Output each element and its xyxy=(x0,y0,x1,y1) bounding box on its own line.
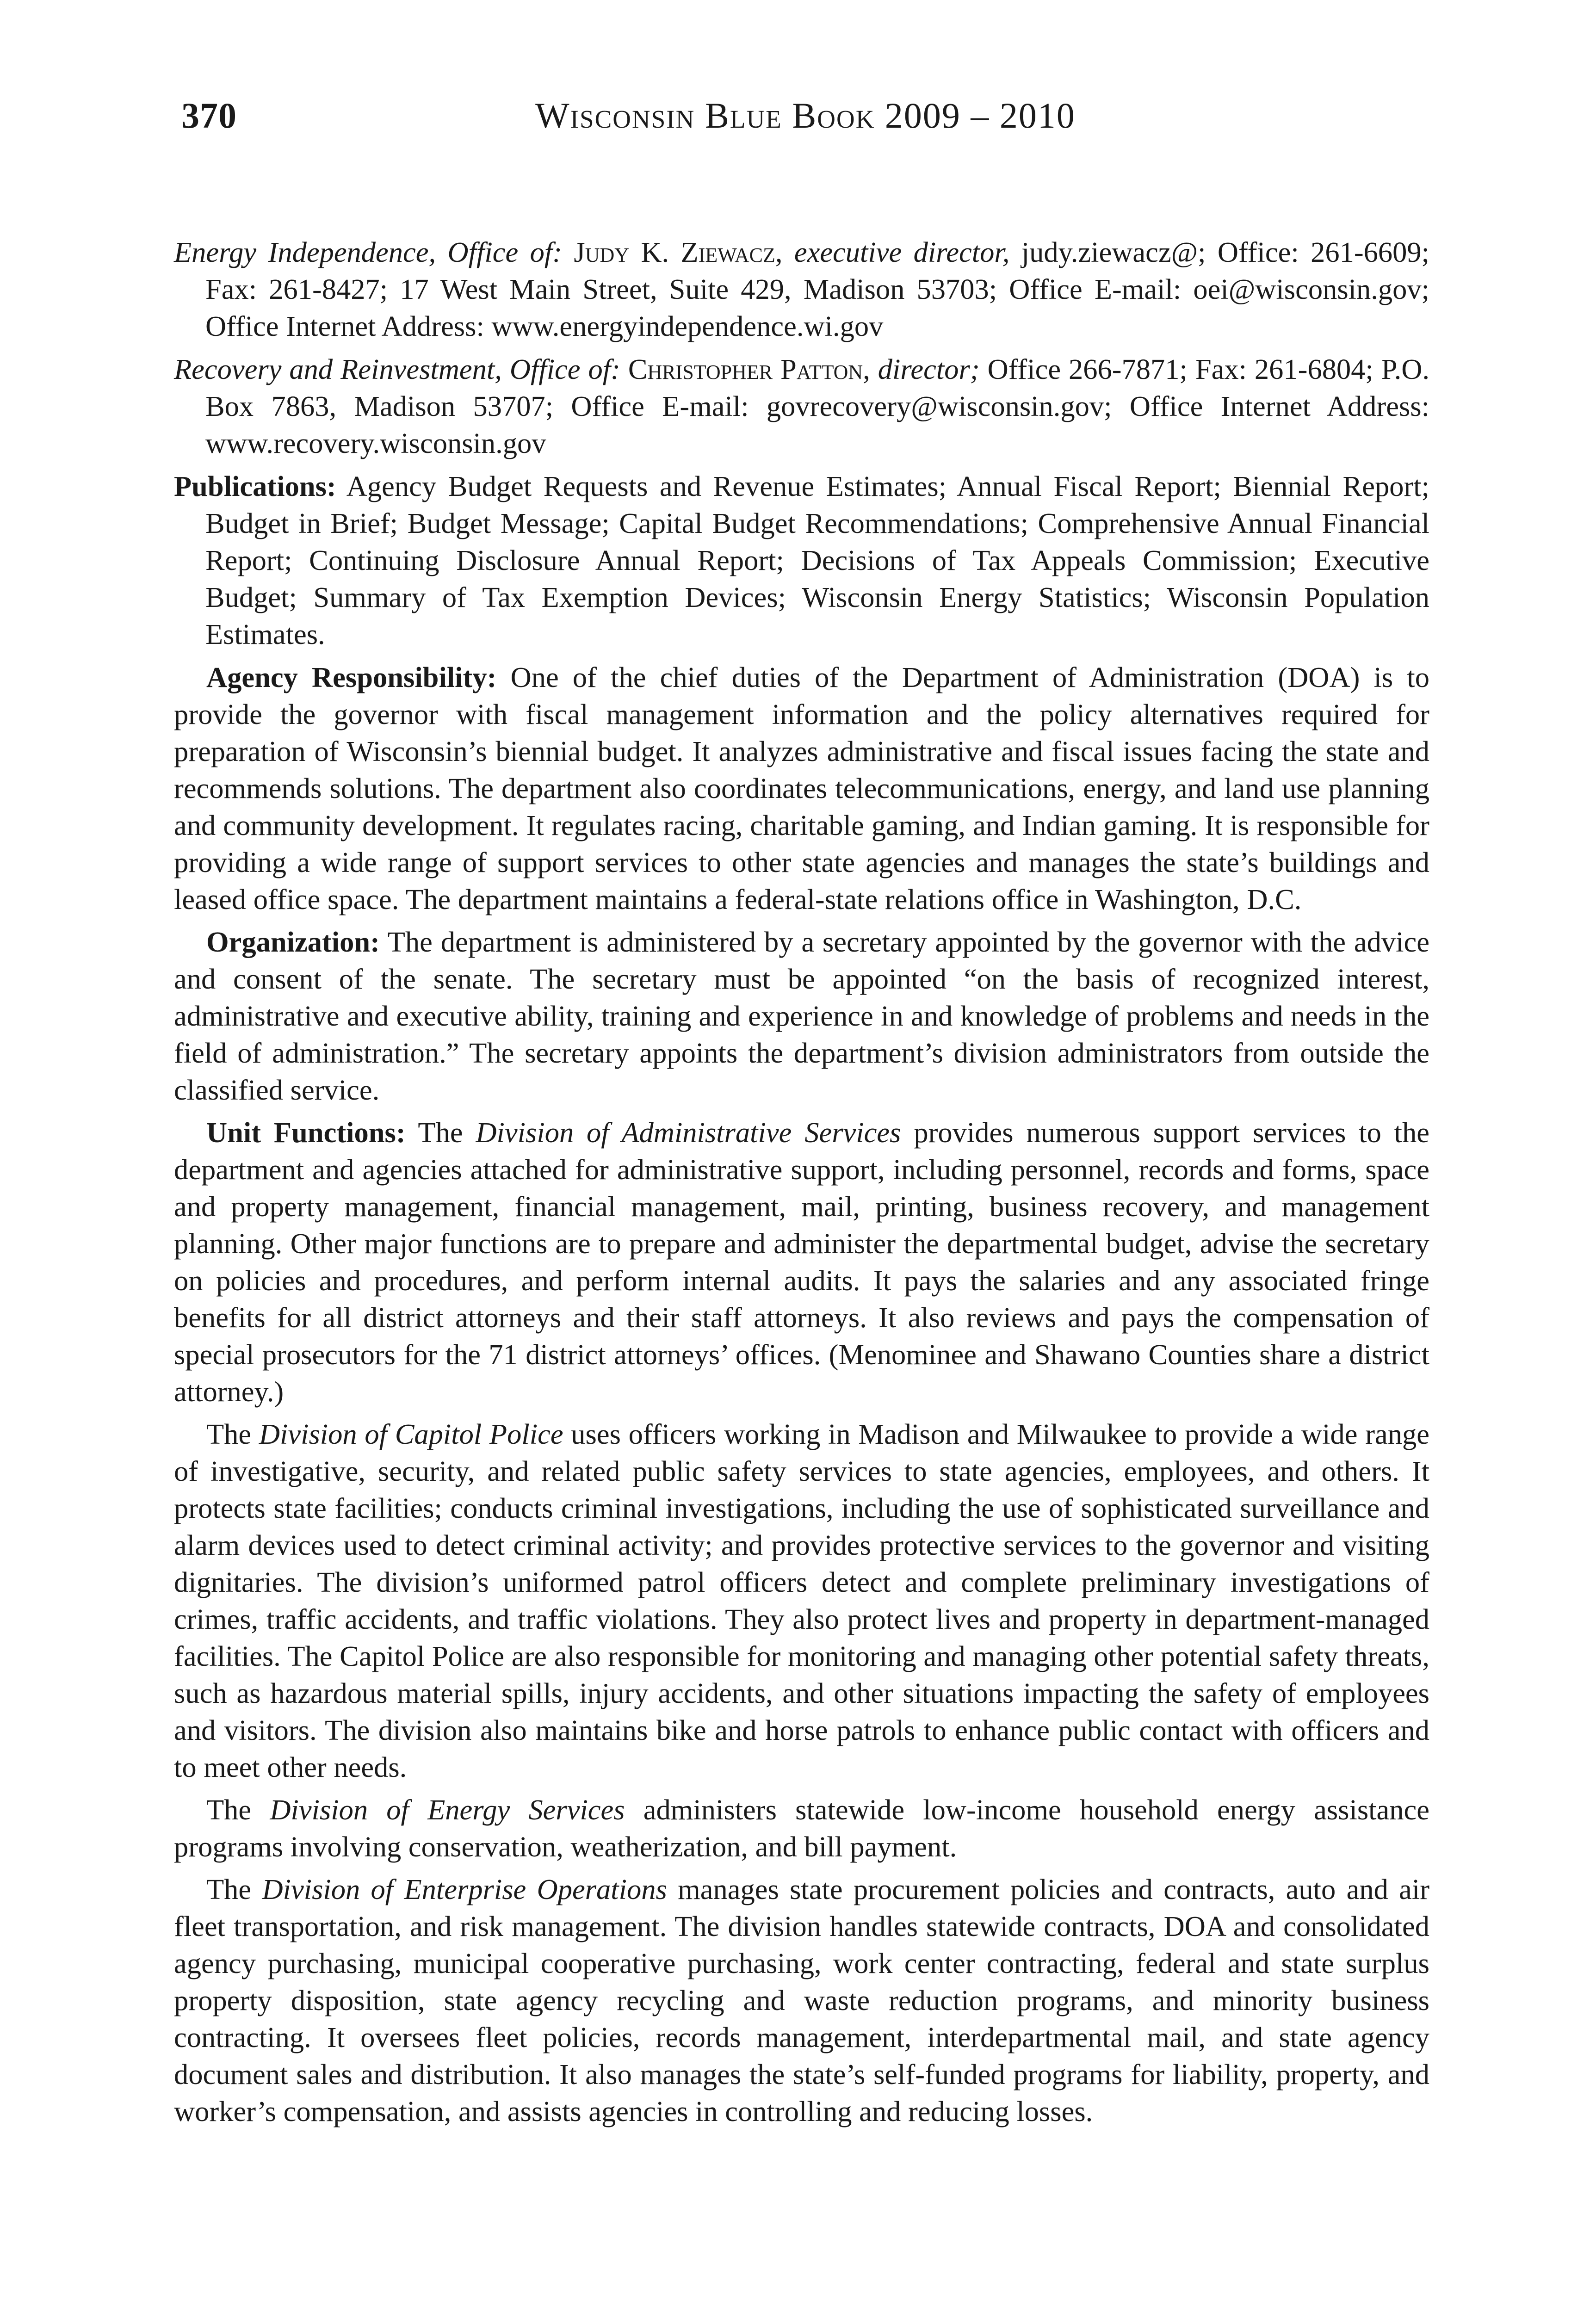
division-intro: The xyxy=(206,1794,252,1826)
agency-responsibility-paragraph xyxy=(174,659,1429,918)
office-entry-recovery-reinvestment xyxy=(174,351,1429,462)
division-name: Division of Energy Services xyxy=(270,1794,625,1826)
office-name: Recovery and Reinvestment, Office of: xyxy=(174,353,620,385)
organization-text: The department is administered by a secretary appointed by the governor with the advice and consent of the senate. The secretary must be appointed “on the basis of recognized interest, administrative and executive ability, training and experience in and knowledge of problems and needs in the field of administration.” The secretary appoints the department’s division administrators from outside the classified service. xyxy=(174,926,1429,1106)
office-person: Judy K. Ziewacz, xyxy=(574,236,783,268)
page-number: 370 xyxy=(181,95,237,136)
page-body xyxy=(174,234,1429,2135)
division-intro: The xyxy=(206,1418,252,1450)
division-capitol-police-paragraph xyxy=(174,1416,1429,1786)
running-head: Wisconsin Blue Book 2009 – 2010 xyxy=(535,95,1076,136)
organization-paragraph xyxy=(174,923,1429,1108)
unit-functions-paragraph xyxy=(174,1114,1429,1410)
unit-functions-label: Unit Functions: xyxy=(206,1116,406,1149)
office-name: Energy Independence, Office of: xyxy=(174,236,563,268)
publications-text: Agency Budget Requests and Revenue Estimates; Annual Fiscal Report; Biennial Report; Budget in Brief; Budget Message; Capital Budget Recommendations; Comprehensive Annual Financial Report; Continuing Disclosure Annual Report; Decisions of Tax Appeals Commission; Executive Budget; Summary of Tax Exemption Devices; Wisconsin Energy Statistics; Wisconsin Population Estimates. xyxy=(205,470,1429,650)
office-role: director; xyxy=(878,353,980,385)
publications-label: Publications: xyxy=(174,470,336,502)
unit-functions-text: provides numerous support services to the department and agencies attached for administrative support, including personnel, records and forms, space and property management, financial management, mail, printing, business recovery, and management planning. Other major functions are to prepare and administer the departmental budget, advise the secretary on policies and procedures, and perform internal audits. It pays the salaries and any associated fringe benefits for all district attorneys and their staff attorneys. It also reviews and pays the compensation of special prosecutors for the 71 district attorneys’ offices. (Menominee and Shawano Counties share a district attorney.) xyxy=(174,1116,1430,1408)
agency-responsibility-text: One of the chief duties of the Department of Administration (DOA) is to provide the governor with fiscal management information and the policy alternatives required for preparation of Wisconsin’s biennial budget. It analyzes administrative and fiscal issues facing the state and recommends solutions. The department also coordinates telecommunications, energy, and land use planning and community development. It regulates racing, charitable gaming, and Indian gaming. It is responsible for providing a wide range of support services to other state agencies and manages the state’s buildings and leased office space. The department maintains a federal-state relations office in Washington, D.C. xyxy=(174,661,1429,915)
division-intro: The xyxy=(206,1873,252,1905)
division-enterprise-operations-paragraph xyxy=(174,1871,1429,2130)
agency-responsibility-label: Agency Responsibility: xyxy=(206,661,497,693)
office-person: Christopher Patton, xyxy=(628,353,870,385)
division-energy-services-paragraph xyxy=(174,1791,1429,1865)
division-text: uses officers working in Madison and Milwaukee to provide a wide range of investigative, security, and related public safety services to state agencies, employees, and others. It protects state facilities; conducts criminal investigations, including the use of sophisticated surveillance and alarm devices used to detect criminal activity; and provides protective services to the governor and visiting dignitaries. The division’s uniformed patrol officers detect and complete preliminary investigations of crimes, traffic accidents, and traffic violations. They also protect lives and property in department-managed facilities. The Capitol Police are also responsible for monitoring and managing other potential safety threats, such as hazardous material spills, injury accidents, and other situations impacting the safety of employees and visitors. The division also maintains bike and horse patrols to enhance public contact with officers and to meet other needs. xyxy=(174,1418,1429,1783)
division-name: Division of Capitol Police xyxy=(259,1418,563,1450)
unit-functions-intro: The xyxy=(418,1116,463,1149)
page-header xyxy=(181,95,1429,146)
office-details: Office 266-7871; Fax: 261-6804; P.O. Box 7863, Madison 53707; Office E-mail: govrecovery@wisconsin.gov; Office Internet Address: www.recovery.wisconsin.gov xyxy=(205,353,1429,459)
division-text: administers statewide low-income household energy assistance programs involving conservation, weatherization, and bill payment. xyxy=(174,1794,1430,1863)
division-text: manages state procurement policies and contracts, auto and air fleet transportation, and risk management. The division handles statewide contracts, DOA and consolidated agency purchasing, municipal cooperative purchasing, work center contracting, federal and state surplus property disposition, state agency recycling and waste reduction programs, and minority business contracting. It oversees fleet policies, records management, interdepartmental mail, and state agency document sales and distribution. It also manages the state’s self-funded programs for liability, property, and worker’s compensation, and assists agencies in controlling and reducing losses. xyxy=(174,1873,1430,2127)
organization-label: Organization: xyxy=(206,926,380,958)
office-role: executive director, xyxy=(794,236,1010,268)
division-name: Division of Enterprise Operations xyxy=(262,1873,667,1905)
office-details: judy.ziewacz@; Office: 261-6609; Fax: 261-8427; 17 West Main Street, Suite 429, Madison 53703; Office E-mail: oei@wisconsin.gov; Office Internet Address: www.energyindependence.wi.gov xyxy=(205,236,1430,342)
publications-entry xyxy=(174,468,1429,653)
unit-functions-division: Division of Administrative Services xyxy=(476,1116,901,1149)
office-entry-energy-independence xyxy=(174,234,1429,345)
